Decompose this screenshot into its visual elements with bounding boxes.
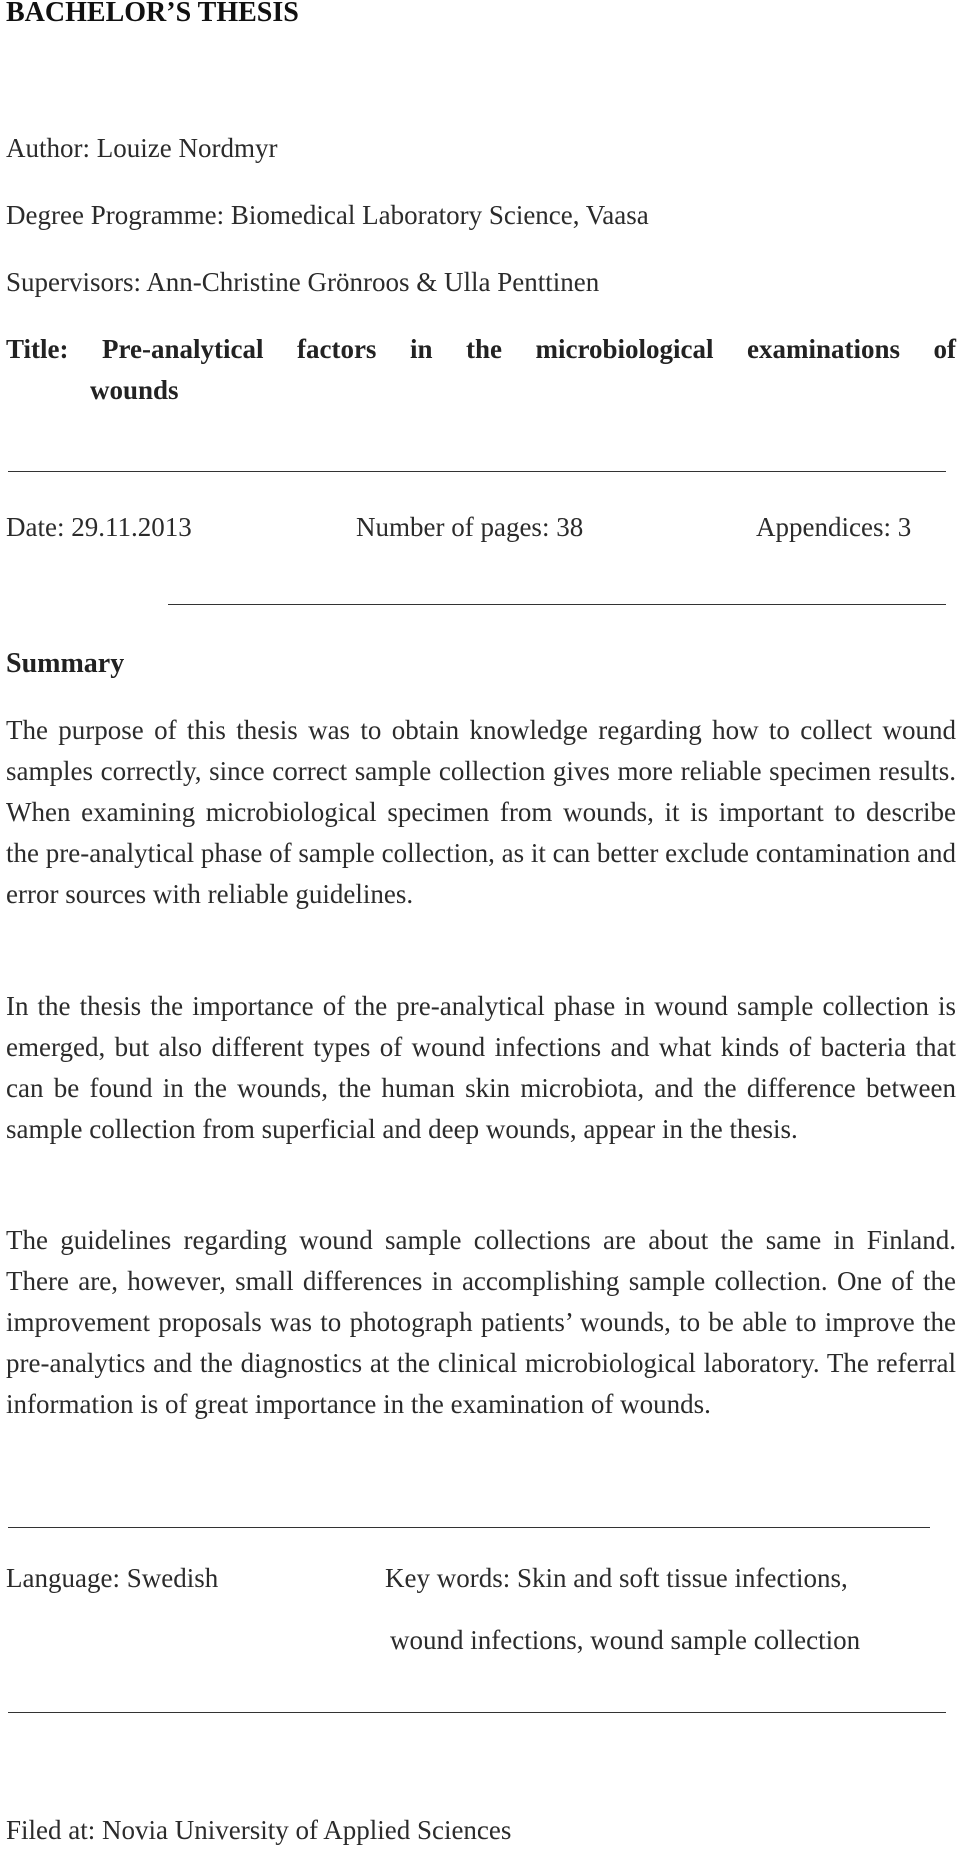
summary-paragraph: In the thesis the importance of the pre-analytical phase in wound sample collection is emerged, but also different types of wound infections and what kinds of bacteria that can be found in the wounds, the human skin microbiota, and the difference between sample collection from superficial and deep wounds, appear in the thesis. <box>6 991 956 1144</box>
pages-field: Number of pages: 38 <box>356 512 584 542</box>
keywords-line-2: wound infections, wound sample collection <box>390 1625 861 1655</box>
divider-2 <box>168 604 946 605</box>
summary-paragraph: The guidelines regarding wound sample collections are about the same in Finland. There are, however, small differences in accomplishing sample collection. One of the improvement proposals was to photograph patients’ wounds, to be able to improve the pre-analytics and the diagnostics at the clinical microbiological laboratory. The referral information is of great importance in the examination of wounds. <box>6 1225 956 1419</box>
divider-4 <box>8 1712 946 1713</box>
author-line: Author: Louize Nordmyr <box>6 133 278 163</box>
supervisors-line: Supervisors: Ann-Christine Grönroos & Ulla Penttinen <box>6 267 600 297</box>
summary-heading: Summary <box>6 648 125 679</box>
degree-programme-line: Degree Programme: Biomedical Laboratory Science, Vaasa <box>6 200 649 230</box>
divider-1 <box>8 471 946 472</box>
keywords-line-1: Key words: Skin and soft tissue infections, <box>385 1563 848 1593</box>
filed-at-line: Filed at: Novia University of Applied Sciences <box>6 1815 512 1845</box>
thesis-title <box>6 329 956 411</box>
language-field: Language: Swedish <box>6 1563 219 1593</box>
thesis-title-line-2: wounds <box>90 375 179 405</box>
divider-3 <box>8 1527 930 1528</box>
date-field: Date: 29.11.2013 <box>6 512 192 542</box>
appendices-field: Appendices: 3 <box>756 512 912 542</box>
page-heading: BACHELOR’S THESIS <box>6 0 299 28</box>
summary-paragraph: The purpose of this thesis was to obtain knowledge regarding how to collect wound samples correctly, since correct sample collection gives more reliable specimen results. When examining microbiological specimen from wounds, it is important to describe the pre-analytical phase of sample collection, as it can better exclude contamination and error sources with reliable guidelines. <box>6 715 956 909</box>
thesis-title-line-1: Title: Pre-analytical factors in the microbiological examinations of <box>6 334 956 364</box>
